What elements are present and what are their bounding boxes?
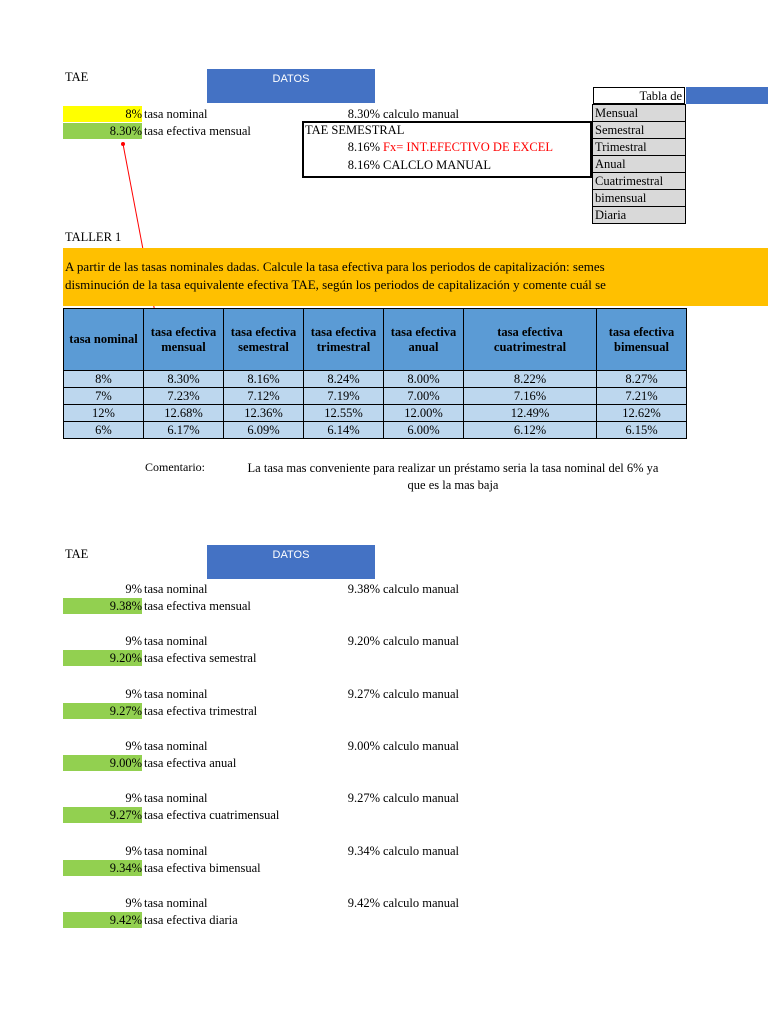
- manual-calc-value[interactable]: 9.27%: [347, 687, 380, 701]
- effective-rate-label: tasa efectiva bimensual: [144, 861, 261, 875]
- manual-calc-value[interactable]: 9.27%: [347, 791, 380, 805]
- table-cell[interactable]: 12.68%: [144, 405, 224, 422]
- nominal-rate-label: tasa nominal: [144, 791, 208, 805]
- side-table-item[interactable]: Semestral: [593, 122, 686, 139]
- table-cell[interactable]: 12.55%: [304, 405, 384, 422]
- nominal-rate-cell[interactable]: 9%: [125, 582, 142, 596]
- nominal-rate-label: tasa nominal: [144, 687, 208, 701]
- table-cell[interactable]: 6.09%: [224, 422, 304, 439]
- table-cell[interactable]: 6.12%: [464, 422, 597, 439]
- effective-rate-label: tasa efectiva cuatrimensual: [144, 808, 280, 822]
- comentario-text: [218, 460, 688, 494]
- table-cell[interactable]: 7.21%: [597, 388, 687, 405]
- manual-calc-value[interactable]: 9.34%: [347, 844, 380, 858]
- table-row: [64, 405, 687, 422]
- table-cell[interactable]: 6.14%: [304, 422, 384, 439]
- table-cell[interactable]: 12.00%: [384, 405, 464, 422]
- manual-calc-label: calculo manual: [383, 687, 460, 701]
- table-cell[interactable]: 6.17%: [144, 422, 224, 439]
- column-header: tasa efectiva cuatrimestral: [464, 309, 597, 371]
- table-cell[interactable]: 8.27%: [597, 371, 687, 388]
- effective-rate-cell[interactable]: 9.27%: [63, 807, 142, 823]
- column-header: tasa efectiva semestral: [224, 309, 304, 371]
- table-cell[interactable]: 6%: [64, 422, 144, 439]
- manual-calc-label: calculo manual: [383, 739, 460, 753]
- column-header: tasa efectiva trimestral: [304, 309, 384, 371]
- table-row: [64, 422, 687, 439]
- effective-rate-label: tasa efectiva trimestral: [144, 704, 258, 718]
- side-table-item[interactable]: Anual: [593, 156, 686, 173]
- table-cell[interactable]: 8.30%: [144, 371, 224, 388]
- nominal-rate-cell[interactable]: 9%: [125, 687, 142, 701]
- datos-header-2: DATOS: [207, 545, 375, 579]
- taller-instructions: [63, 248, 768, 306]
- table-cell[interactable]: 12.36%: [224, 405, 304, 422]
- nominal-rate-cell[interactable]: 9%: [125, 634, 142, 648]
- nominal-rate-label: tasa nominal: [144, 582, 208, 596]
- effective-rate-label: tasa efectiva anual: [144, 756, 237, 770]
- effective-rate-cell[interactable]: 9.27%: [63, 703, 142, 719]
- table-cell[interactable]: 8.22%: [464, 371, 597, 388]
- tae-label: TAE: [65, 70, 89, 84]
- comentario-line-1: La tasa mas conveniente para realizar un préstamo seria la tasa nominal del 6% ya: [247, 461, 659, 475]
- manual-calc-value[interactable]: 9.38%: [347, 582, 380, 596]
- datos-header: DATOS: [207, 69, 375, 103]
- nominal-rate-label: tasa nominal: [144, 896, 208, 910]
- effective-rate-cell[interactable]: 9.34%: [63, 860, 142, 876]
- manual-calc-label: calculo manual: [383, 844, 460, 858]
- effective-rate-cell[interactable]: 9.38%: [63, 598, 142, 614]
- side-table-item[interactable]: Trimestral: [593, 139, 686, 156]
- table-cell[interactable]: 12.49%: [464, 405, 597, 422]
- calclo-manual-label: CALCLO MANUAL: [383, 158, 491, 172]
- side-table-item[interactable]: Cuatrimestral: [593, 173, 686, 190]
- manual-calc-value[interactable]: 9.42%: [347, 896, 380, 910]
- column-header: tasa nominal: [64, 309, 144, 371]
- nominal-rate-label: tasa nominal: [144, 107, 208, 121]
- table-cell[interactable]: 7.23%: [144, 388, 224, 405]
- table-cell[interactable]: 7%: [64, 388, 144, 405]
- effective-rate-label: tasa efectiva mensual: [144, 599, 251, 613]
- nominal-rate-label: tasa nominal: [144, 844, 208, 858]
- effective-rate-cell[interactable]: 9.00%: [63, 755, 142, 771]
- table-cell[interactable]: 7.12%: [224, 388, 304, 405]
- table-cell[interactable]: 8.00%: [384, 371, 464, 388]
- tae-semestral-title: TAE SEMESTRAL: [305, 123, 405, 137]
- table-cell[interactable]: 6.15%: [597, 422, 687, 439]
- instructions-line-2: disminución de la tasa equivalente efectiva TAE, según los periodos de capitalización y comente cuál se: [65, 277, 606, 292]
- instructions-line-1: A partir de las tasas nominales dadas. Calcule la tasa efectiva para los periodos de capitalización: semes: [65, 259, 605, 274]
- nominal-rate-cell[interactable]: 8%: [63, 106, 142, 122]
- side-table-item[interactable]: bimensual: [593, 190, 686, 207]
- table-cell[interactable]: 6.00%: [384, 422, 464, 439]
- effective-rate-cell[interactable]: 9.42%: [63, 912, 142, 928]
- manual-calc-label: calculo manual: [383, 791, 460, 805]
- tae-label-2: TAE: [65, 547, 89, 561]
- nominal-rate-cell[interactable]: 9%: [125, 739, 142, 753]
- table-cell[interactable]: 12.62%: [597, 405, 687, 422]
- comentario-line-2: que es la mas baja: [407, 478, 499, 492]
- table-cell[interactable]: 8.24%: [304, 371, 384, 388]
- table-cell[interactable]: 12%: [64, 405, 144, 422]
- table-cell[interactable]: 8%: [64, 371, 144, 388]
- comentario-label: Comentario:: [145, 460, 205, 474]
- taller-title: TALLER 1: [65, 230, 122, 244]
- excel-formula-value[interactable]: 8.16%: [347, 140, 380, 154]
- manual-calc-label: calculo manual: [383, 896, 460, 910]
- table-cell[interactable]: 7.19%: [304, 388, 384, 405]
- side-table-item[interactable]: Diaria: [593, 207, 686, 224]
- nominal-rate-label: tasa nominal: [144, 634, 208, 648]
- nominal-rate-cell[interactable]: 9%: [125, 844, 142, 858]
- effective-rate-label: tasa efectiva diaria: [144, 913, 238, 927]
- manual-calc-value[interactable]: 9.00%: [347, 739, 380, 753]
- manual-calc-label: calculo manual: [383, 634, 460, 648]
- table-cell[interactable]: 8.16%: [224, 371, 304, 388]
- table-row: [64, 388, 687, 405]
- manual-calc-label: calculo manual: [383, 107, 460, 121]
- manual-calc-label: calculo manual: [383, 582, 460, 596]
- table-row: [64, 371, 687, 388]
- side-table-item[interactable]: Mensual: [593, 105, 686, 122]
- manual-calc-value[interactable]: 9.20%: [347, 634, 380, 648]
- excel-formula-label: Fx= INT.EFECTIVO DE EXCEL: [383, 140, 553, 154]
- table-cell[interactable]: 7.16%: [464, 388, 597, 405]
- nominal-rate-cell[interactable]: 9%: [125, 791, 142, 805]
- nominal-rate-label: tasa nominal: [144, 739, 208, 753]
- effective-rate-cell[interactable]: 9.20%: [63, 650, 142, 666]
- effective-rate-label: tasa efectiva semestral: [144, 651, 257, 665]
- side-table-header: Tabla de: [593, 87, 685, 104]
- calclo-manual-value[interactable]: 8.16%: [347, 158, 380, 172]
- effective-rate-cell[interactable]: 8.30%: [63, 123, 142, 139]
- column-header: tasa efectiva mensual: [144, 309, 224, 371]
- column-header: tasa efectiva bimensual: [597, 309, 687, 371]
- table-cell[interactable]: 7.00%: [384, 388, 464, 405]
- rates-table: [63, 308, 687, 439]
- effective-rate-label: tasa efectiva mensual: [144, 124, 251, 138]
- nominal-rate-cell[interactable]: 9%: [125, 896, 142, 910]
- column-header: tasa efectiva anual: [384, 309, 464, 371]
- manual-calc-value[interactable]: 8.30%: [347, 107, 380, 121]
